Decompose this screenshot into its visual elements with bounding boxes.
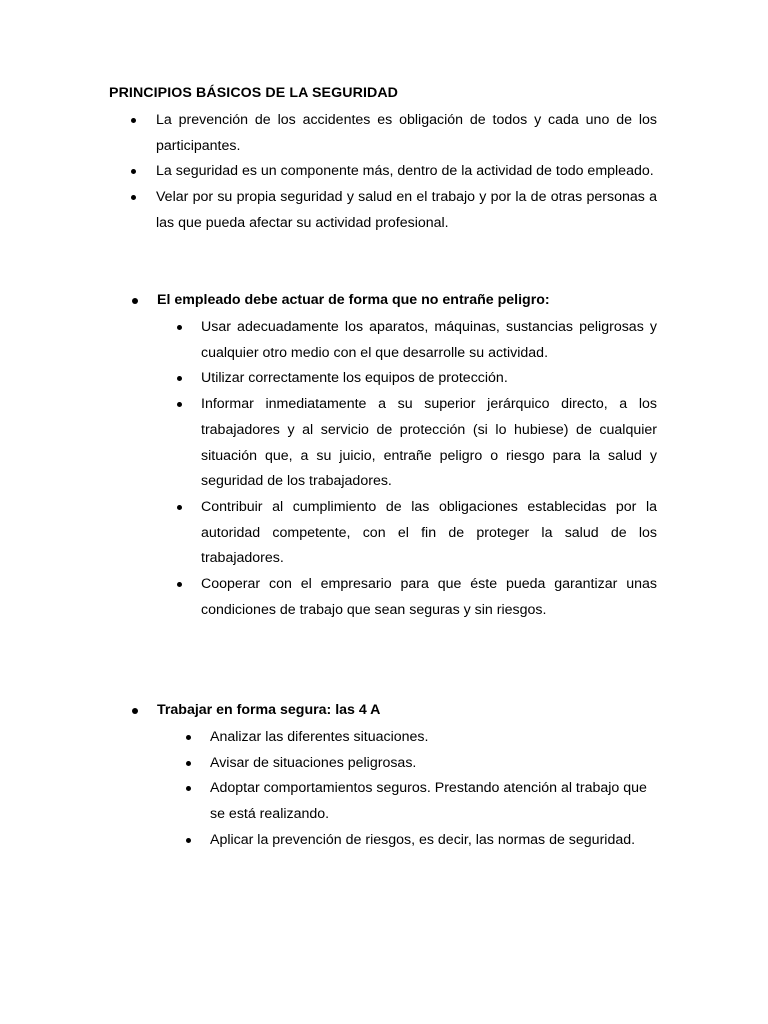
list-item [201,366,657,392]
section-heading-text: El empleado debe actuar de forma que no entrañe peligro: [157,292,550,308]
bullet-icon [177,376,182,381]
list-item [156,185,657,236]
bullet-icon [131,195,136,200]
list-item [201,495,657,572]
bullet-icon [186,735,191,740]
list-item [201,315,657,366]
intro-list [156,108,657,237]
list-item-text: Velar por su propia seguridad y salud en el trabajo y por la de otras personas a las que pueda afectar su actividad profesional. [156,189,657,231]
list-item-text: Informar inmediatamente a su superior jerárquico directo, a los trabajadores y al servicio de protección (si lo hubiese) de cualquier situación que, a su juicio, entrañe peligro o riesgo para la salud y seguridad de los trabajadores. [201,396,657,490]
section-heading [157,699,657,721]
list-item [210,828,657,854]
bullet-icon [186,786,191,791]
list-item [156,108,657,159]
section-heading-text: Trabajar en forma segura: las 4 A [157,702,381,718]
section-heading [157,289,657,311]
employee-duties-list [201,315,657,623]
list-item-text: Utilizar correctamente los equipos de protección. [201,370,508,387]
list-item-text: Contribuir al cumplimiento de las obligaciones establecidas por la autoridad competente, con el fin de proteger la salud de los trabajadores. [201,498,657,567]
bullet-icon [177,325,182,330]
list-item-text: Adoptar comportamientos seguros. Prestando atención al trabajo que se está realizando. [210,780,647,823]
bullet-icon [132,708,138,714]
list-item-text: Aplicar la prevención de riesgos, es decir, las normas de seguridad. [210,831,636,848]
list-item [201,392,657,495]
list-item [156,159,657,185]
list-item [210,751,657,777]
list-item-text: La seguridad es un componente más, dentro de la actividad de todo empleado. [156,163,654,180]
bullet-icon [177,505,182,510]
bullet-icon [131,118,136,123]
bullet-icon [177,402,182,407]
page-title: PRINCIPIOS BÁSICOS DE LA SEGURIDAD [109,85,399,101]
bullet-icon [177,582,182,587]
bullet-icon [186,838,191,843]
bullet-icon [132,298,138,304]
list-item-text: La prevención de los accidentes es obligación de todos y cada uno de los participantes. [156,112,657,154]
list-item [210,725,657,751]
bullet-icon [131,169,136,174]
list-item-text: Avisar de situaciones peligrosas. [210,754,417,771]
list-item-text: Analizar las diferentes situaciones. [210,729,429,745]
list-item-text: Usar adecuadamente los aparatos, máquinas, sustancias peligrosas y cualquier otro medio con el que desarrolle su actividad. [201,319,657,361]
four-a-list [210,725,657,854]
list-item [210,776,657,827]
list-item-text: Cooperar con el empresario para que éste pueda garantizar unas condiciones de trabajo que sean seguras y sin riesgos. [201,576,657,618]
list-item [201,572,657,623]
bullet-icon [186,761,191,766]
